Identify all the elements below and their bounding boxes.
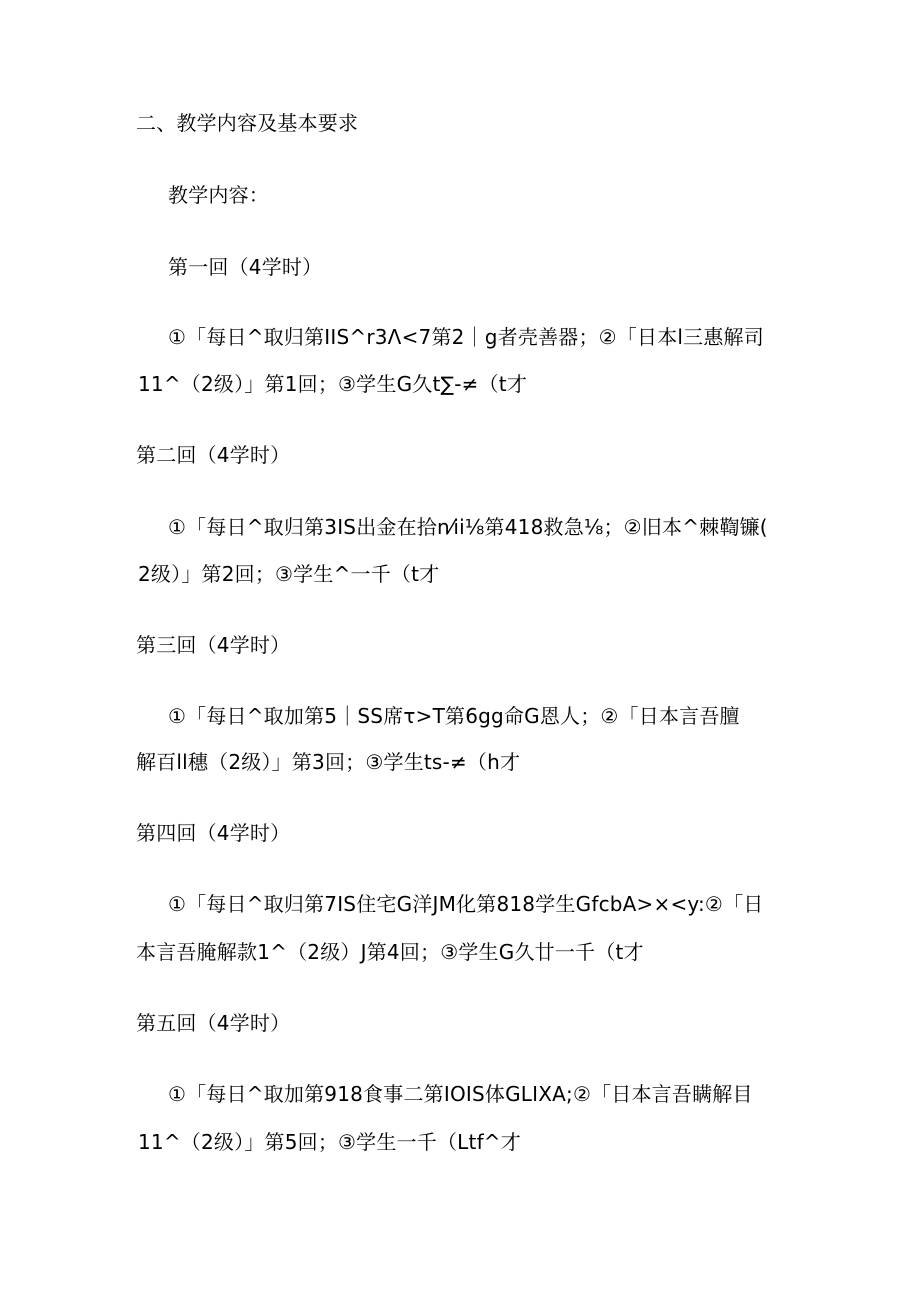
lesson-line: ①「每日^取加第5｜SS席τ>T第6gg命G恩人；②「日本言吾膻 — [168, 704, 740, 728]
lesson-line: 11^（2级）」第5回；③学生一千（Ltf^才 — [138, 1130, 521, 1154]
lesson-heading: 第二回（4学时） — [136, 443, 291, 467]
lesson-line: 11^（2级）」第1回；③学生G久t∑-≠（t才 — [138, 372, 528, 396]
lesson-heading: 第五回（4学时） — [136, 1011, 291, 1035]
lesson-line: 2级）」第2回；③学生^一千（t才 — [138, 562, 440, 586]
lesson-line: ①「每日^取归第3IS出金在拾n⁄ii⅛第418救急⅛；②旧本^棘鞫镰( — [168, 515, 768, 539]
section-title: 二、教学内容及基本要求 — [136, 111, 359, 135]
lesson-line: ①「每日^取加第918食事二第IOIS体GLIXA;②「日本言吾瞒解目 — [168, 1082, 753, 1106]
lesson-line: ①「每日^取归第IIS^r3Λ<7第2｜g者壳善器；②「日本l三惠解司 — [168, 325, 764, 349]
lesson-line: ①「每日^取归第7IS住宅G洋JM化第818学生GfcbA>×<y:②「日 — [168, 892, 764, 916]
lesson-heading: 第四回（4学时） — [136, 821, 291, 845]
lesson-heading: 第三回（4学时） — [136, 633, 291, 657]
content-label: 教学内容： — [168, 183, 269, 207]
lesson-line: 解百ll穗（2级）」第3回；③学生ts-≠（h才 — [136, 750, 521, 774]
lesson-heading: 第一回（4学时） — [168, 255, 323, 279]
lesson-line: 本言吾腌解款1^（2级）J第4回；③学生G久廿一千（t才 — [136, 940, 644, 964]
